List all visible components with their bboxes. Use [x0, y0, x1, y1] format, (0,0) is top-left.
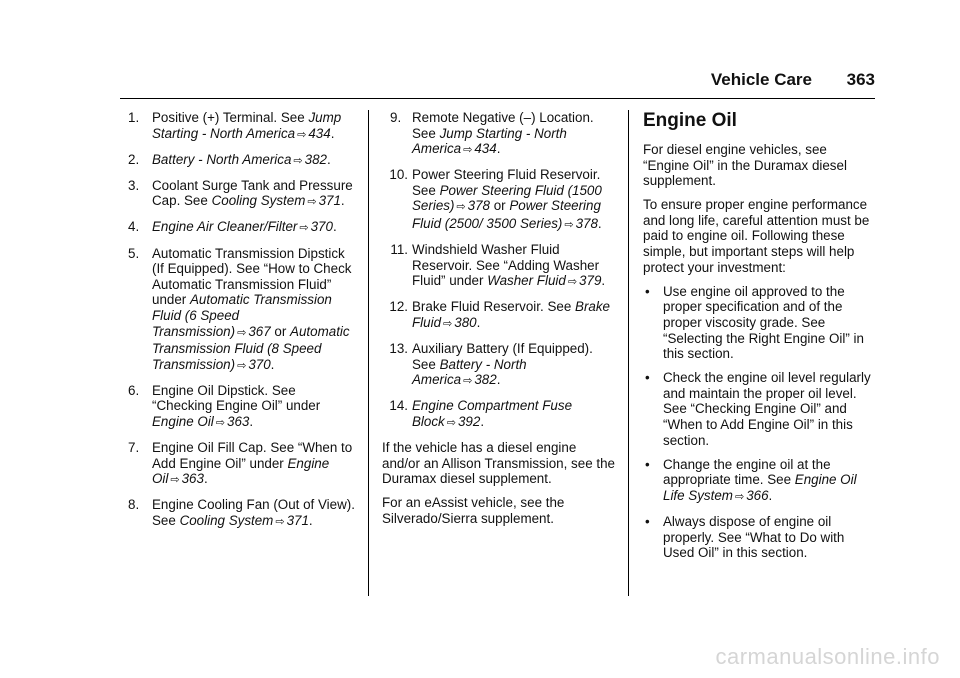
- item-link[interactable]: Power Steering Fluid (1500 Series): [412, 182, 602, 214]
- list-item: [128, 110, 356, 143]
- page-ref-arrow-icon: ⇨: [237, 359, 247, 372]
- item-text: Engine Cooling Fan (Out of View). See: [152, 497, 355, 528]
- item-text: Windshield Washer Fluid Reservoir. See “Adding Washer Fluid” under: [412, 242, 600, 289]
- bullet-item: [643, 370, 876, 448]
- item-end: .: [496, 372, 501, 388]
- page-ref-arrow-icon: ⇨: [443, 318, 453, 331]
- item-end: .: [249, 414, 254, 429]
- page-ref-arrow-icon: ⇨: [293, 154, 303, 167]
- list-item: [382, 398, 617, 431]
- item-end: .: [326, 151, 331, 167]
- item-link[interactable]: Engine Compartment Fuse Block: [412, 398, 573, 429]
- item-text: Power Steering Fluid Reservoir. See: [412, 167, 601, 198]
- bullet-page-ref[interactable]: 366: [746, 487, 769, 503]
- page-ref-arrow-icon: ⇨: [446, 417, 456, 429]
- item-end: .: [340, 193, 345, 209]
- item-number: 8.: [128, 497, 140, 513]
- page-ref-arrow-icon: ⇨: [275, 515, 285, 528]
- section-title-header: Vehicle Care: [710, 70, 812, 89]
- item-page-ref[interactable]: 371: [318, 193, 341, 209]
- bullet-item: [643, 457, 876, 506]
- item-end: .: [270, 356, 275, 372]
- engine-oil-bullets: [643, 284, 876, 561]
- item-page-ref-2[interactable]: 370: [248, 356, 271, 372]
- bullet-icon: •: [645, 513, 650, 529]
- item-number: 13.: [389, 341, 408, 357]
- item-or: or: [493, 198, 506, 214]
- item-number: 12.: [389, 299, 408, 315]
- bullet-icon: •: [645, 283, 650, 299]
- list-item: [382, 167, 617, 233]
- list-item: [128, 383, 356, 432]
- engine-oil-para-1: For diesel engine vehicles, see “Engine Oil” in the Duramax diesel supplement.: [643, 142, 847, 189]
- item-number: 11.: [390, 242, 408, 258]
- bullet-text: Always dispose of engine oil properly. See “What to Do with Used Oil” in this section.: [663, 513, 845, 561]
- item-number: 3.: [128, 177, 140, 193]
- item-end: .: [597, 216, 602, 232]
- item-link[interactable]: Engine Air Cleaner/Filter: [152, 219, 298, 235]
- item-page-ref[interactable]: 363: [181, 471, 204, 487]
- item-number: 5.: [128, 245, 140, 261]
- item-link[interactable]: Automatic Transmission Fluid (6 Speed Transmission): [152, 292, 332, 339]
- bullet-text: Use engine oil approved to the proper specification and of the proper viscosity grade. See “Selecting the Right Engine Oil” in this section.: [663, 283, 864, 362]
- item-page-ref[interactable]: 434: [308, 125, 331, 141]
- list-item: [382, 110, 617, 159]
- item-text: Coolant Surge Tank and Pressure Cap. See: [152, 177, 353, 209]
- item-link[interactable]: Engine Oil: [152, 414, 214, 429]
- page-ref-arrow-icon: ⇨: [734, 490, 745, 503]
- item-link-2[interactable]: Power Steering Fluid (2500/ 3500 Series): [412, 198, 601, 232]
- bullet-link[interactable]: Engine Oil Life System: [663, 472, 857, 503]
- page-ref-arrow-icon: ⇨: [297, 128, 307, 141]
- item-link[interactable]: Battery - North America: [152, 151, 292, 167]
- item-text: Brake Fluid Reservoir. See: [412, 299, 572, 315]
- item-page-ref[interactable]: 371: [286, 512, 309, 528]
- page-ref-arrow-icon: ⇨: [463, 144, 473, 157]
- page-ref-arrow-icon: ⇨: [564, 219, 574, 232]
- column-2-list: [382, 110, 617, 432]
- item-number: 1.: [128, 110, 140, 125]
- page-ref-arrow-icon: ⇨: [215, 417, 226, 429]
- item-page-ref[interactable]: 379: [579, 273, 602, 289]
- item-text: Automatic Transmission Dipstick (If Equipped). See “How to Check Automatic Transmission Fluid” under: [152, 245, 352, 308]
- column-3: [643, 110, 876, 569]
- item-link[interactable]: Battery - North America: [412, 356, 527, 388]
- page-ref-arrow-icon: ⇨: [463, 375, 473, 388]
- item-text: Positive (+) Terminal. See: [152, 110, 305, 125]
- item-number: 9.: [390, 110, 402, 125]
- item-end: .: [480, 414, 485, 429]
- page-number: 363: [846, 70, 875, 89]
- page-ref-arrow-icon: ⇨: [456, 201, 466, 214]
- item-page-ref[interactable]: 380: [454, 315, 477, 331]
- item-number: 2.: [128, 151, 140, 167]
- item-or: or: [274, 323, 287, 339]
- item-link[interactable]: Cooling System: [179, 512, 274, 528]
- list-item: [128, 440, 356, 489]
- list-item: [128, 219, 356, 237]
- item-page-ref[interactable]: 382: [474, 372, 497, 388]
- bullet-end: .: [768, 487, 773, 503]
- item-text: Auxiliary Battery (If Equipped). See: [412, 341, 593, 372]
- item-link-2[interactable]: Automatic Transmission Fluid (8 Speed Transmission): [152, 323, 350, 372]
- bullet-icon: •: [645, 456, 650, 472]
- item-text: Remote Negative (–) Location. See: [412, 110, 594, 141]
- list-item: [382, 242, 617, 291]
- page-ref-arrow-icon: ⇨: [307, 196, 317, 209]
- item-link[interactable]: Engine Oil: [152, 455, 330, 487]
- item-end: .: [332, 219, 337, 235]
- item-end: .: [476, 315, 481, 331]
- item-number: 4.: [128, 219, 140, 235]
- eassist-note: For an eAssist vehicle, see the Silverado/Sierra supplement.: [382, 495, 565, 526]
- bullet-item: [643, 284, 876, 362]
- item-end: .: [496, 141, 501, 157]
- item-page-ref[interactable]: 367: [248, 323, 271, 339]
- list-item: [382, 341, 617, 390]
- list-item: [128, 497, 356, 530]
- item-number: 7.: [128, 440, 140, 456]
- column-2: [382, 110, 617, 535]
- item-text: Engine Oil Fill Cap. See “When to Add Engine Oil” under: [152, 440, 353, 471]
- engine-oil-title: Engine Oil: [643, 110, 737, 131]
- engine-oil-para-2: To ensure proper engine performance and long life, careful attention must be paid to engine oil. Following these simple, but important steps will help protect your investment:: [643, 197, 870, 275]
- item-link[interactable]: Jump Starting - North America: [152, 110, 342, 141]
- item-text: Engine Oil Dipstick. See “Checking Engine Oil” under: [152, 382, 321, 414]
- item-page-ref[interactable]: 370: [310, 219, 333, 235]
- item-end: .: [203, 471, 208, 487]
- item-end: .: [601, 273, 606, 289]
- bullet-text: Check the engine oil level regularly and maintain the proper oil level. See “Checking Engine Oil” and “When to Add Engine Oil” in this section.: [663, 370, 871, 448]
- bullet-item: [643, 514, 876, 561]
- list-item: [128, 178, 356, 211]
- item-page-ref[interactable]: 378: [467, 198, 490, 214]
- item-page-ref[interactable]: 392: [457, 414, 481, 429]
- column-1: [128, 110, 356, 539]
- item-end: .: [308, 512, 313, 528]
- page-ref-arrow-icon: ⇨: [237, 326, 247, 339]
- page-ref-arrow-icon: ⇨: [299, 222, 309, 235]
- column-divider-2: [628, 110, 629, 596]
- list-item: [128, 152, 356, 170]
- item-number: 14.: [389, 398, 408, 414]
- item-link[interactable]: Cooling System: [211, 193, 306, 209]
- page-ref-arrow-icon: ⇨: [170, 474, 180, 487]
- item-link[interactable]: Washer Fluid: [487, 273, 566, 289]
- page-ref-arrow-icon: ⇨: [567, 276, 578, 289]
- item-end: .: [330, 125, 335, 141]
- item-number: 6.: [128, 382, 140, 398]
- list-item: [128, 246, 356, 375]
- bullet-text: Change the engine oil at the appropriate time. See: [663, 456, 831, 488]
- diesel-note: If the vehicle has a diesel engine and/or an Allison Transmission, see the Duramax diesel supplement.: [382, 440, 615, 487]
- item-page-ref[interactable]: 363: [227, 414, 250, 429]
- watermark: carmanualsonline.info: [715, 644, 940, 669]
- page-header: [120, 70, 875, 98]
- item-number: 10.: [389, 167, 408, 183]
- item-page-ref[interactable]: 434: [474, 141, 497, 157]
- item-page-ref[interactable]: 382: [304, 151, 327, 167]
- list-item: [382, 299, 617, 332]
- column-divider-1: [368, 110, 369, 596]
- item-link[interactable]: Jump Starting - North America: [412, 125, 567, 157]
- bullet-icon: •: [645, 370, 650, 386]
- item-link[interactable]: Brake Fluid: [412, 299, 610, 331]
- item-page-ref-2[interactable]: 378: [575, 216, 598, 232]
- header-rule: [120, 98, 875, 99]
